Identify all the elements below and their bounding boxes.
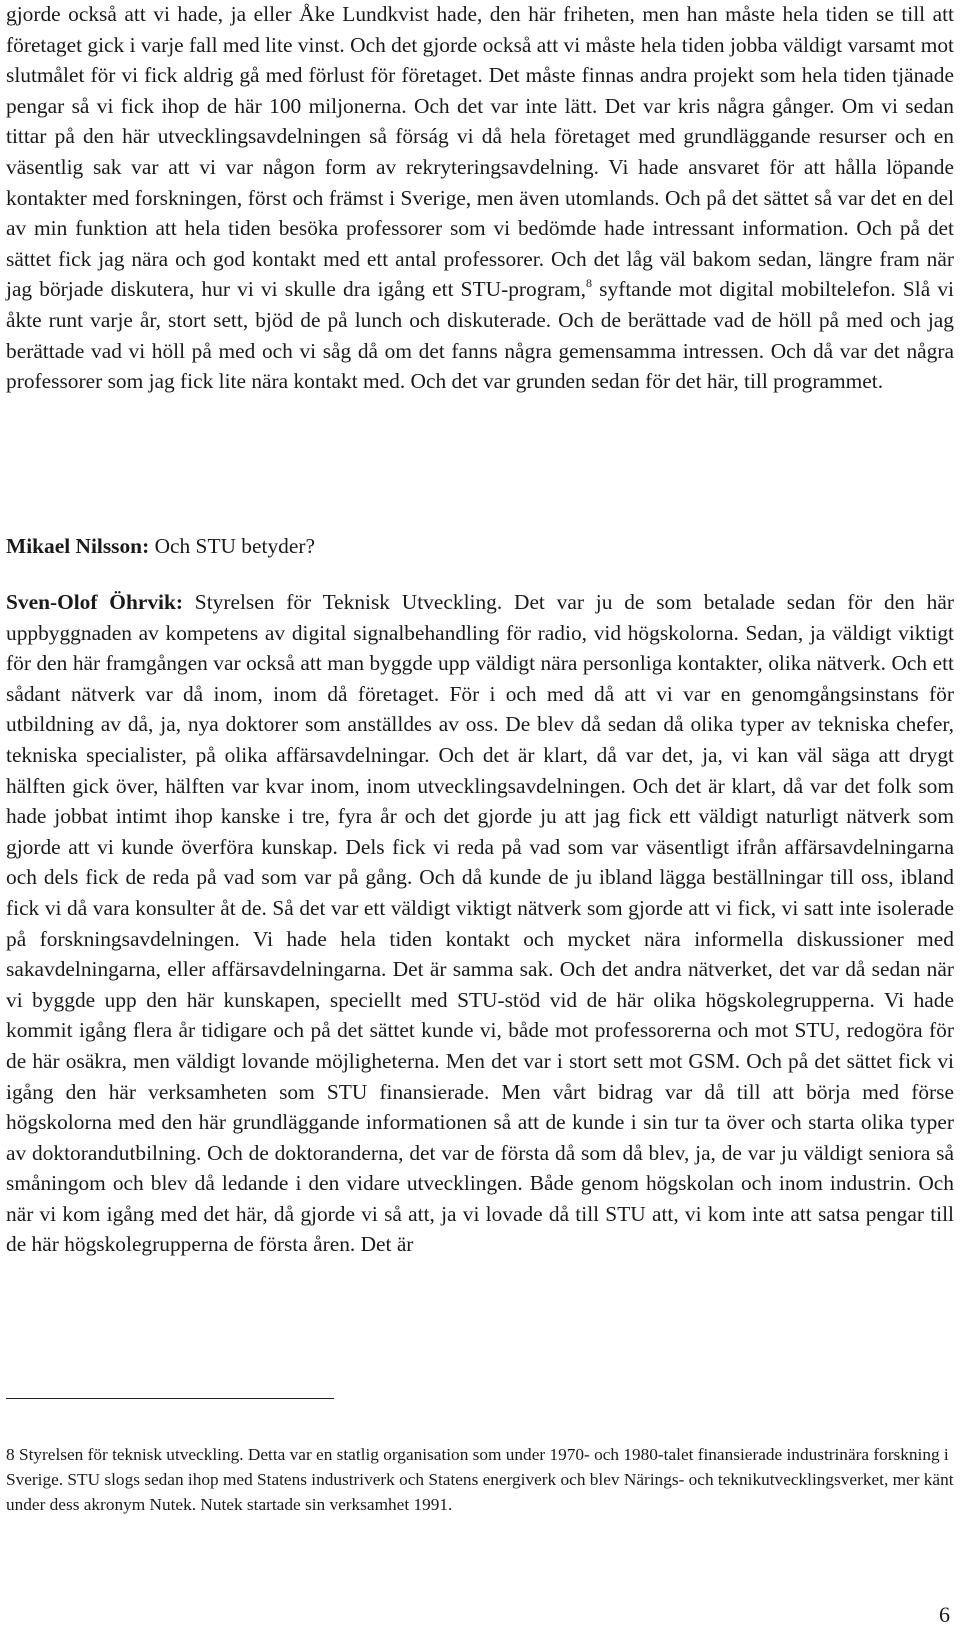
footnote-reference[interactable]: 8 [586,276,593,291]
paragraph-text: gjorde också att vi hade, ja eller Åke Lundkvist hade, den här friheten, men han måste hela tiden se till att företaget gick i varje fall med lite vinst. Och det gjorde också att vi måste hela tiden jobba väldigt varsamt mot slutmålet för vi fick aldrig gå med förlust för företaget. Det måste finnas andra projekt som hela tiden tjänade pengar så vi fick ihop de här 100 miljonerna. Och det var inte lätt. Det var kris några gånger. Om vi sedan tittar på den här utvecklingsavdelningen så förság vi då hela företaget med grundläggande resurser och en väsentlig sak var att vi var någon form av rekryteringsavdelning. Vi hade ansvaret för att hålla löpande kontakter med forskningen, först och främst i Sverige, men även utomlands. Och på det sättet så var det en del av min funktion att hela tiden besöka professorer som vi bedömde hade intressant information. Och på det sättet fick jag nära och god kontakt med ett antal professorer. Och det låg väl bakom sedan, längre fram när jag började diskutera, hur vi vi skulle dra igång ett STU-program, [6,2,954,302]
interview-answer [6,587,954,1260]
answer-text: Styrelsen för Teknisk Utveckling. Det var ju de som betalade sedan för den här uppbyggnaden av kompetens av digital signalbehandling för radio, vid högskolorna. Sedan, ja väldigt viktigt för den här framgången var också att man byggde upp väldigt nära personliga kontakter, olika nätverk. Och ett sådant nätverk var då inom, inom då företaget. För i och med då att vi var en genomgångsinstans för utbildning av då, ja, nya doktorer som anställdes av oss. De blev då sedan då olika typer av tekniska chefer, tekniska specialister, på olika affärsavdelningar. Och det är klart, då var det, ja, vi kan väl säga att drygt hälften gick över, hälften var kvar inom, inom utvecklingsavdelningen. Och det är klart, då var det folk som hade jobbat intimt ihop kanske i tre, fyra år och det gjorde ju att jag fick ett väldigt naturligt nätverk som gjorde att vi kunde överföra kunskap. Dels fick vi reda på vad som var väsentligt ifrån affärsavdelningarna och dels fick de reda på vad som var på gång. Och då kunde de ju ibland lägga beställningar till oss, ibland fick vi då vara konsulter åt de. Så det var ett väldigt viktigt nätverk som gjorde att vi fick, vi satt inte isolerade på forskningsavdelningen. Vi hade hela tiden kontakt och mycket nära informella diskussioner med sakavdelningarna, eller affärsavdelningarna. Det är samma sak. Och det andra nätverket, det var då sedan när vi byggde upp den här kunskapen, speciellt med STU-stöd vid de här olika högskolegrupperna. Vi hade kommit igång flera år tidigare och på det sättet kunde vi, både mot professorerna och mot STU, redogöra för de här osäkra, men väldigt lovande möjligheterna. Men det var i stort sett mot GSM. Och på det sättet fick vi igång den här verksamheten som STU finansierade. Men vårt bidrag var då till att börja med förse högskolorna med den här grundläggande informationen så att de kunde i sin tur ta över och starta olika typer av doktorandutbilning. Och de doktoranderna, det var de första då som då blev, ja, de var ju väldigt seniora så småningom och blev då ledande i den vidare utvecklingen. Både genom högskolan och inom industrin. Och när vi kom igång med det här, då gjorde vi så att, ja vi lovade då till STU att, vi kom inte att satsa pengar till de här högskolegrupperna de första åren. Det är [6,590,954,1257]
footnote-divider [6,1398,334,1399]
footnote [6,1442,954,1518]
paragraph-text: syftande mot digital mobiltelefon. Slå vi åkte runt varje år, stort sett, bjöd de på lunch och diskuterade. Och de berättade vad de höll på med och jag berättade vad vi höll på med och vi såg då om det fanns några gemensamma intressen. Och då var det några professorer som jag fick lite nära kontakt med. Och det var grunden sedan för det här, till programmet. [6,277,954,394]
speaker-name: Sven-Olof Öhrvik: [6,590,183,614]
footnote-number: 8 [6,1445,15,1464]
page-number: 6 [939,1602,950,1627]
question-text: Och STU betyder? [149,534,315,558]
footnote-text: Styrelsen för teknisk utveckling. Detta var en statlig organisation som under 1970- och 1980-talet finansierade industrinära forskning i Sverige. STU slogs sedan ihop med Statens industriverk och Statens energiverk och blev Närings- och teknikutvecklingsverket, mer känt under dess akronym Nutek. Nutek startade sin verksamhet 1991. [6,1445,954,1515]
speaker-name: Mikael Nilsson: [6,534,150,558]
interview-question [6,531,954,562]
body-paragraph [6,0,954,397]
